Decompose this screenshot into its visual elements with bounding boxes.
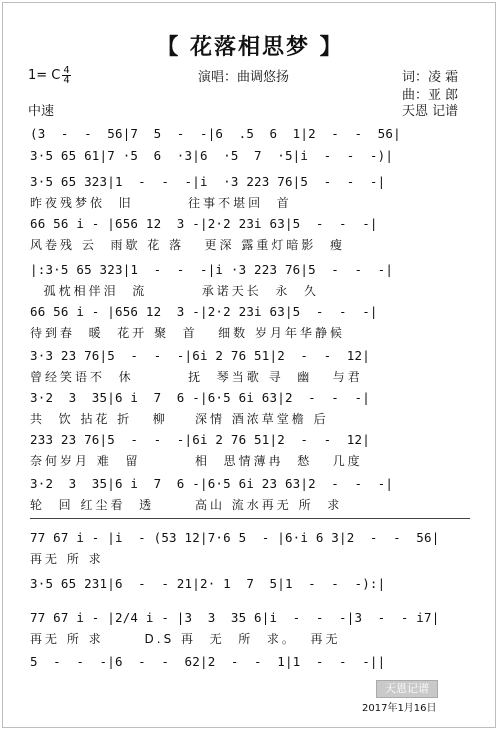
notation-line: 66 56 i - |656 12 3 -|2·2 23i 63|5 - - -| (30, 304, 378, 319)
score-row-9 (30, 428, 470, 466)
lyric-line: 昨夜残梦依 旧 往事不堪回 首 (30, 196, 292, 210)
time-sig-bottom: 4 (63, 75, 70, 86)
notation-line: 233 23 76|5 - - -|6i 2 76 51|2 - - 12| (30, 432, 370, 447)
lyric-line: 奈何岁月 难 留 相 思情薄冉 愁 几度 (30, 454, 363, 468)
notation-line: 3·3 23 76|5 - - -|6i 2 76 51|2 - - 12| (30, 348, 370, 363)
score-row-7 (30, 344, 470, 382)
notation-line: 3·5 65 231|6 - - 21|2· 1 7 5|1 - - -):| (30, 576, 386, 591)
time-signature (62, 66, 70, 85)
notation-line: 77 67 i - |i - (53 12|7·6 5 - |6·i 6 3|2 - - 56| (30, 530, 440, 545)
notation-line: 3·5 65 61|7 ·5 6 ·3|6 ·5 7 ·5|i - - -)| (30, 148, 394, 163)
time-sig-top: 4 (63, 65, 70, 76)
score-row-8 (30, 386, 470, 424)
score-row-10 (30, 472, 470, 510)
tempo-marking: 中速 (28, 104, 55, 119)
lyric-line: 待到春 暖 花开 聚 首 细数 岁月年华静候 (30, 326, 345, 340)
notation-line: 5 - - -|6 - - 62|2 - - 1|1 - - -|| (30, 654, 386, 669)
lyric-line: 共 饮 拈花 折 柳 深情 酒浓草堂檐 后 (30, 412, 329, 426)
notation-line: 77 67 i - |2/4 i - |3 3 35 6|i - - -|3 - - i7| (30, 610, 440, 625)
score-row-12 (30, 572, 470, 610)
date-label: 2017年1月16日 (362, 703, 437, 714)
notation-line: 66 56 i - |656 12 3 -|2·2 23i 63|5 - - -| (30, 216, 378, 231)
song-title: 【 花落相思梦 】 (156, 35, 344, 60)
notation-line: (3 - - 56|7 5 - -|6 .5 6 1|2 - - 56| (30, 126, 401, 141)
lyric-line: 风卷残 云 雨歇 花 落 更深 露重灯暗影 瘦 (30, 238, 345, 252)
composer-credit: 曲：亚 郎 (402, 88, 459, 103)
notation-line: |:3·5 65 323|1 - - -|i ·3 223 76|5 - - -| (30, 262, 394, 277)
lyric-line: 孤枕相伴泪 流 承诺天长 永 久 (30, 284, 320, 298)
lyric-line: 再无 所 求 D.S 再 无 所 求。 再无 (30, 632, 341, 646)
lyric-line: 轮 回 红尘看 透 高山 流水再无 所 求 (30, 498, 343, 512)
notation-line: 3·2 3 35|6 i 7 6 -|6·5 6i 23 63|2 - - -| (30, 476, 394, 491)
notation-line: 3·2 3 35|6 i 7 6 -|6·5 6i 63|2 - - -| (30, 390, 370, 405)
notator-credit: 天恩 记谱 (402, 104, 459, 119)
lyricist-credit: 词：凌 霜 (402, 70, 459, 85)
score-row-3 (30, 170, 470, 208)
score-row-6 (30, 300, 470, 338)
notation-line: 3·5 65 323|1 - - -|i ·3 223 76|5 - - -| (30, 174, 386, 189)
score-row-11 (30, 526, 470, 564)
lyric-line: 曾经笑语不 休 抚 琴当歌 寻 幽 与君 (30, 370, 363, 384)
score-row-4 (30, 212, 470, 250)
singer-credit: 演唱：曲调悠扬 (198, 70, 290, 85)
score-row-13 (30, 606, 470, 644)
key-label: 1= C (28, 68, 61, 83)
key-signature (28, 66, 71, 85)
lyric-line: 再无 所 求 (30, 552, 104, 566)
volta-bracket-line (30, 518, 470, 519)
score-row-5 (30, 258, 470, 296)
watermark-stamp: 天恩记谱 (376, 680, 438, 698)
